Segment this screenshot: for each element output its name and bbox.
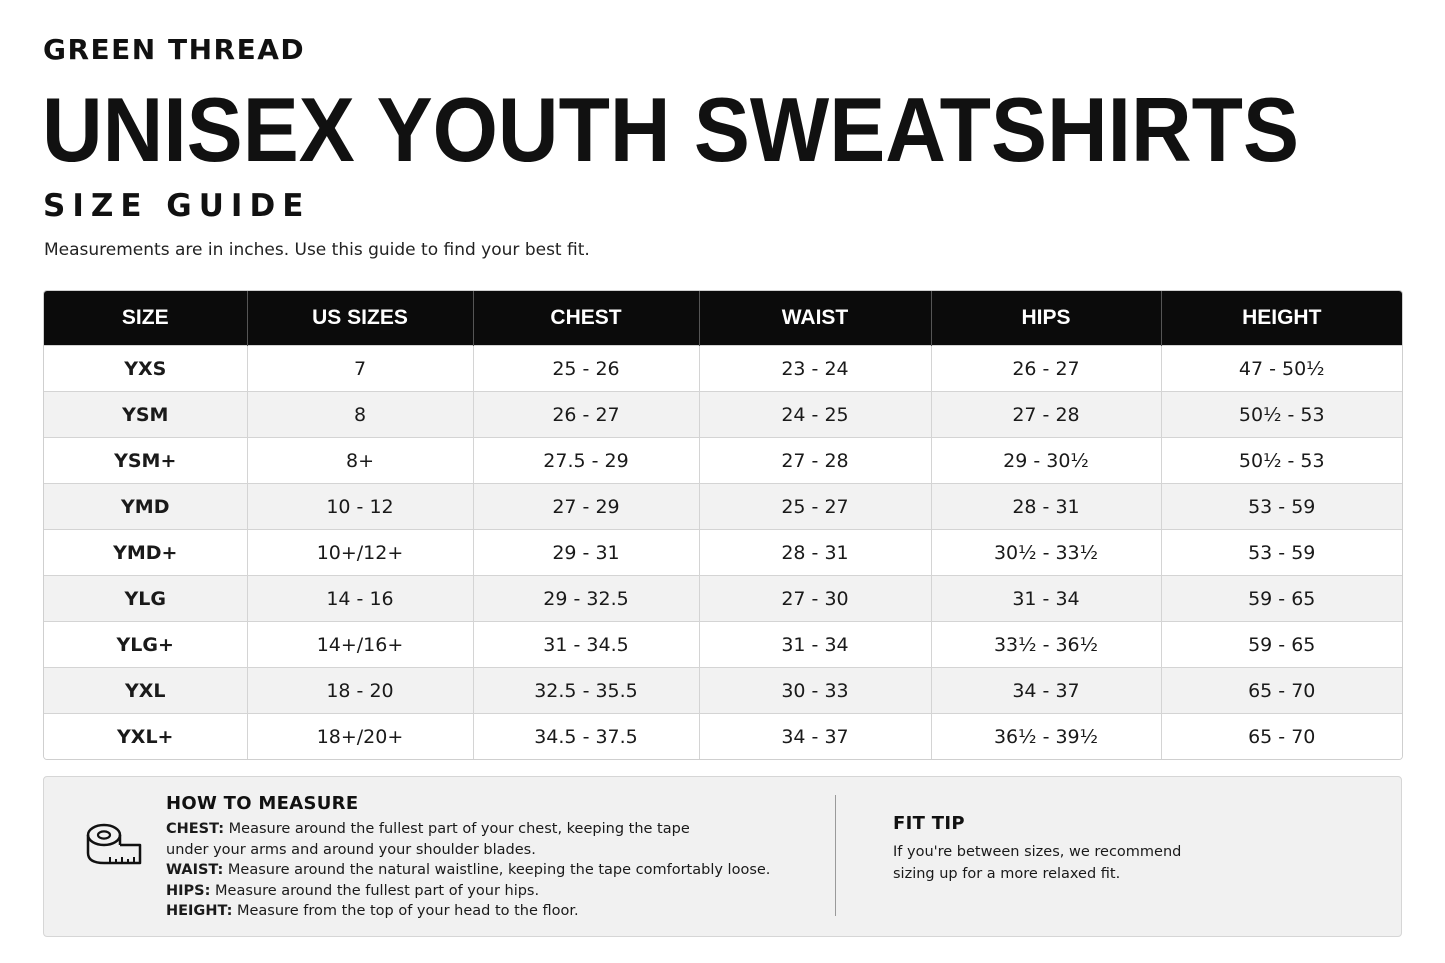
cell-size: YXL bbox=[44, 668, 247, 714]
header-size: SIZE bbox=[44, 291, 247, 346]
cell-size: YSM+ bbox=[44, 438, 247, 484]
cell-waist: 30 - 33 bbox=[699, 668, 931, 714]
measure-height-label: HEIGHT: bbox=[166, 903, 233, 920]
cell-us-sizes: 8 bbox=[247, 392, 473, 438]
intro-text: Measurements are in inches. Use this guide to find your best fit. bbox=[44, 240, 590, 260]
measure-chest-label: CHEST: bbox=[166, 821, 225, 837]
fit-tip-section bbox=[893, 813, 1313, 885]
cell-us-sizes: 18 - 20 bbox=[247, 668, 473, 714]
measure-hips bbox=[166, 881, 806, 902]
size-table bbox=[44, 291, 1402, 759]
table-header-row bbox=[44, 291, 1402, 346]
cell-hips: 26 - 27 bbox=[931, 346, 1161, 392]
cell-chest: 27 - 29 bbox=[473, 484, 699, 530]
cell-size: YSM bbox=[44, 392, 247, 438]
info-divider bbox=[835, 795, 836, 916]
cell-us-sizes: 7 bbox=[247, 346, 473, 392]
table-row bbox=[44, 622, 1402, 668]
cell-waist: 25 - 27 bbox=[699, 484, 931, 530]
cell-us-sizes: 10 - 12 bbox=[247, 484, 473, 530]
cell-chest: 26 - 27 bbox=[473, 392, 699, 438]
cell-height: 53 - 59 bbox=[1161, 530, 1402, 576]
cell-size: YMD bbox=[44, 484, 247, 530]
cell-waist: 24 - 25 bbox=[699, 392, 931, 438]
cell-height: 50½ - 53 bbox=[1161, 392, 1402, 438]
measure-hips-label: HIPS: bbox=[166, 882, 211, 899]
cell-height: 59 - 65 bbox=[1161, 622, 1402, 668]
cell-hips: 30½ - 33½ bbox=[931, 530, 1161, 576]
cell-waist: 23 - 24 bbox=[699, 346, 931, 392]
table-row bbox=[44, 576, 1402, 622]
table-body bbox=[44, 346, 1402, 760]
cell-size: YLG+ bbox=[44, 622, 247, 668]
cell-chest: 25 - 26 bbox=[473, 346, 699, 392]
cell-chest: 27.5 - 29 bbox=[473, 438, 699, 484]
how-to-measure-heading: HOW TO MEASURE bbox=[166, 793, 359, 814]
cell-height: 65 - 70 bbox=[1161, 668, 1402, 714]
table-row bbox=[44, 714, 1402, 760]
cell-hips: 34 - 37 bbox=[931, 668, 1161, 714]
measure-chest bbox=[166, 819, 806, 840]
cell-us-sizes: 10+/12+ bbox=[247, 530, 473, 576]
measure-waist bbox=[166, 860, 806, 881]
header-us-sizes: US SIZES bbox=[247, 291, 473, 346]
cell-waist: 28 - 31 bbox=[699, 530, 931, 576]
cell-hips: 33½ - 36½ bbox=[931, 622, 1161, 668]
cell-height: 47 - 50½ bbox=[1161, 346, 1402, 392]
cell-hips: 36½ - 39½ bbox=[931, 714, 1161, 760]
measure-waist-text: Measure around the natural waistline, keeping the tape comfortably loose. bbox=[223, 862, 771, 879]
measure-height-text: Measure from the top of your head to the floor. bbox=[232, 903, 579, 920]
cell-hips: 31 - 34 bbox=[931, 576, 1161, 622]
fit-tip-line-1: If you're between sizes, we recommend bbox=[893, 844, 1182, 860]
table-row bbox=[44, 392, 1402, 438]
cell-us-sizes: 14 - 16 bbox=[247, 576, 473, 622]
cell-size: YMD+ bbox=[44, 530, 247, 576]
cell-waist: 27 - 28 bbox=[699, 438, 931, 484]
cell-waist: 31 - 34 bbox=[699, 622, 931, 668]
cell-size: YXS bbox=[44, 346, 247, 392]
measuring-tape-icon bbox=[84, 821, 144, 876]
cell-waist: 34 - 37 bbox=[699, 714, 931, 760]
header-chest: CHEST bbox=[473, 291, 699, 346]
table-row bbox=[44, 530, 1402, 576]
cell-us-sizes: 18+/20+ bbox=[247, 714, 473, 760]
fit-tip-heading: FIT TIP bbox=[893, 813, 965, 834]
cell-hips: 29 - 30½ bbox=[931, 438, 1161, 484]
table-row bbox=[44, 484, 1402, 530]
cell-hips: 28 - 31 bbox=[931, 484, 1161, 530]
how-to-measure-section bbox=[166, 793, 806, 922]
brand-name: GREEN THREAD bbox=[43, 33, 306, 66]
cell-chest: 34.5 - 37.5 bbox=[473, 714, 699, 760]
table-row bbox=[44, 346, 1402, 392]
cell-chest: 31 - 34.5 bbox=[473, 622, 699, 668]
header-waist: WAIST bbox=[699, 291, 931, 346]
cell-chest: 32.5 - 35.5 bbox=[473, 668, 699, 714]
cell-height: 50½ - 53 bbox=[1161, 438, 1402, 484]
cell-height: 53 - 59 bbox=[1161, 484, 1402, 530]
measure-height bbox=[166, 901, 806, 922]
header-height: HEIGHT bbox=[1161, 291, 1402, 346]
cell-hips: 27 - 28 bbox=[931, 392, 1161, 438]
measure-chest-text: Measure around the fullest part of your chest, keeping the tape bbox=[224, 821, 690, 837]
cell-us-sizes: 14+/16+ bbox=[247, 622, 473, 668]
table-row bbox=[44, 668, 1402, 714]
page-title: UNISEX YOUTH SWEATSHIRTS bbox=[42, 78, 1300, 181]
page-subtitle: SIZE GUIDE bbox=[43, 188, 311, 224]
measure-chest-cont: under your arms and around your shoulder blades. bbox=[166, 841, 536, 858]
table-row bbox=[44, 438, 1402, 484]
cell-size: YLG bbox=[44, 576, 247, 622]
fit-tip-line-2: sizing up for a more relaxed fit. bbox=[893, 866, 1121, 882]
cell-us-sizes: 8+ bbox=[247, 438, 473, 484]
cell-height: 59 - 65 bbox=[1161, 576, 1402, 622]
cell-waist: 27 - 30 bbox=[699, 576, 931, 622]
measure-hips-text: Measure around the fullest part of your hips. bbox=[210, 882, 540, 899]
measure-info-box bbox=[43, 776, 1402, 937]
measure-waist-label: WAIST: bbox=[166, 862, 224, 879]
header-hips: HIPS bbox=[931, 291, 1161, 346]
size-table-container bbox=[43, 290, 1403, 760]
cell-height: 65 - 70 bbox=[1161, 714, 1402, 760]
cell-size: YXL+ bbox=[44, 714, 247, 760]
cell-chest: 29 - 31 bbox=[473, 530, 699, 576]
cell-chest: 29 - 32.5 bbox=[473, 576, 699, 622]
